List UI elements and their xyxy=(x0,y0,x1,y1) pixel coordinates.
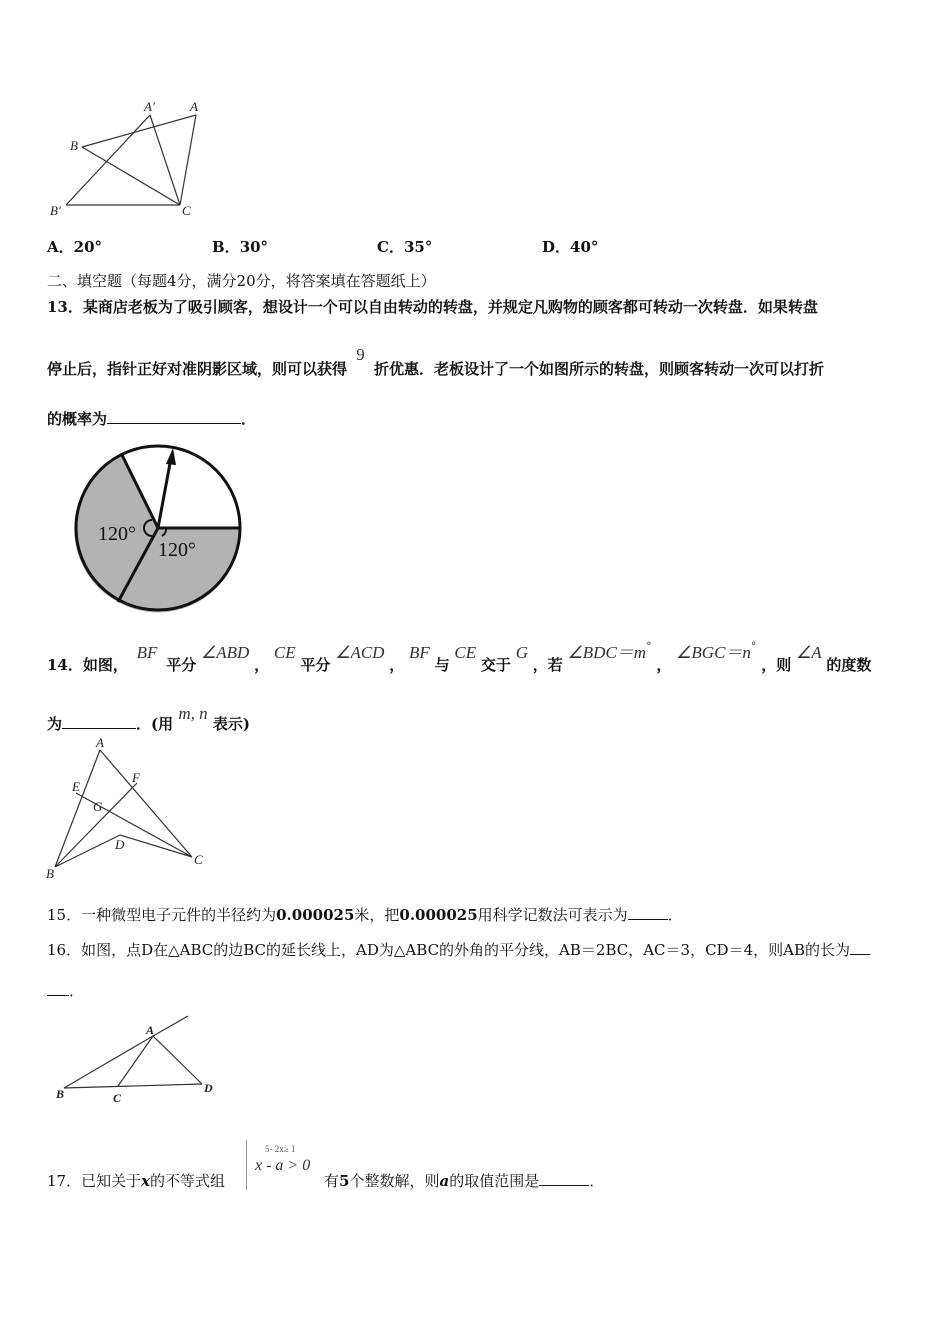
q14-comma2: ， xyxy=(389,656,405,674)
q12-option-d xyxy=(542,236,598,257)
label-b: B xyxy=(46,866,54,881)
option-letter: D． xyxy=(542,238,571,256)
q14-dushu: 的度数 xyxy=(826,656,872,674)
q12-option-b xyxy=(212,236,268,257)
q14-ze: ，则 xyxy=(761,656,792,674)
q17-part5: 的取值范围是 xyxy=(449,1172,540,1190)
q13-line2-part2: 折优惠．老板设计了一个如图所示的转盘，则顾客转动一次可以打折 xyxy=(373,360,824,378)
q14-ce2: CE xyxy=(454,643,477,662)
q14-line2 xyxy=(47,704,250,734)
q16-text: 16．如图，点D在△ABC的边BC的延长线上，AD为△ABC的外角的平分线，AB＝2BC，AC＝3，CD＝4，则AB的长为 xyxy=(47,941,850,959)
answer-blank[interactable] xyxy=(539,1171,589,1186)
q14-yu: 与 xyxy=(434,656,450,674)
q14-angle-bdc: ∠BDC＝m xyxy=(567,643,647,662)
q14-degree1: ° xyxy=(646,640,652,653)
label-b: B xyxy=(70,138,78,153)
q15-number2: 0.000025 xyxy=(399,906,478,924)
q17-x: x xyxy=(141,1172,151,1190)
q15-part3: 用科学记数法可表示为 xyxy=(477,906,628,924)
q17-part3: 有 xyxy=(324,1172,340,1190)
q17-line-cont xyxy=(324,1170,604,1191)
answer-blank[interactable] xyxy=(62,714,136,729)
section-heading: 二、填空题（每题4分，满分20分，将答案填在答题纸上） xyxy=(47,272,436,290)
q15-line xyxy=(47,904,683,925)
q15-period: ． xyxy=(667,906,683,924)
label-d: D xyxy=(115,837,125,852)
q12-triangle-figure xyxy=(40,95,220,225)
q13-line3 xyxy=(47,408,256,429)
label-g: G xyxy=(93,799,103,814)
q14-degree2: ° xyxy=(750,640,757,653)
q17-ineq1: 5- 2x≥ 1 xyxy=(265,1144,296,1154)
label-f: F xyxy=(132,770,140,785)
q12-option-c xyxy=(377,236,432,257)
q16-line1 xyxy=(47,939,870,960)
answer-blank[interactable] xyxy=(850,940,870,955)
answer-blank[interactable] xyxy=(107,409,241,424)
answer-blank-continued[interactable] xyxy=(47,981,69,996)
label-c: C xyxy=(182,203,191,218)
label-a: A xyxy=(96,735,104,750)
q13-period: ． xyxy=(241,410,257,428)
label-d: D xyxy=(204,1081,213,1095)
q12-option-a xyxy=(47,236,102,257)
q14-pingfen1: 平分 xyxy=(166,656,197,674)
q14-line2-wei: 为 xyxy=(47,715,63,733)
q14-angle-bgc: ∠BGC＝n xyxy=(676,643,751,662)
spinner-angle-right: 120° xyxy=(158,539,196,561)
q14-angle-abd: ∠ABD xyxy=(201,643,250,662)
q15-number1: 0.000025 xyxy=(276,906,355,924)
option-letter: A． xyxy=(47,238,74,256)
label-c: C xyxy=(113,1091,122,1105)
q17-ineq2: x - a > 0 xyxy=(255,1157,311,1174)
q14-line2-yong: ．(用 xyxy=(136,715,174,733)
label-b: B xyxy=(56,1087,65,1101)
label-b-prime: B′ xyxy=(50,203,61,218)
spinner-angle-left: 120° xyxy=(98,523,136,545)
q14-comma1: ， xyxy=(254,656,270,674)
q14-line1 xyxy=(47,640,872,675)
q13-line1: 13．某商店老板为了吸引顾客，想设计一个可以自由转动的转盘，并规定凡购物的顾客都可转动一次转盘．如果转盘 xyxy=(47,298,818,316)
q14-mn: m, n xyxy=(178,704,208,723)
q16-triangle-figure xyxy=(50,1012,225,1107)
q13-line2-part1: 停止后，指针正好对准阴影区域，则可以获得 xyxy=(47,360,348,378)
label-a: A xyxy=(190,99,198,114)
q17-five: 5 xyxy=(339,1172,350,1190)
q14-ce1: CE xyxy=(273,643,296,662)
q14-comma3: ， xyxy=(656,656,672,674)
q14-g: G xyxy=(515,643,528,662)
q14-angle-acd: ∠ACD xyxy=(335,643,385,662)
q17-a: a xyxy=(439,1172,450,1190)
q14-ruo: ，若 xyxy=(532,656,563,674)
option-value: 40° xyxy=(570,238,599,256)
q14-pingfen2: 平分 xyxy=(300,656,331,674)
q14-triangle-figure xyxy=(40,735,220,885)
label-c: C xyxy=(194,852,203,867)
q14-angle-a: ∠A xyxy=(796,643,822,662)
q17-part2: 的不等式组 xyxy=(150,1172,226,1190)
q13-line2 xyxy=(47,345,824,379)
option-letter: C． xyxy=(377,238,404,256)
q17-line xyxy=(47,1170,225,1191)
option-value: 20° xyxy=(73,238,103,256)
label-a-prime: A′ xyxy=(144,99,155,114)
q15-part2: 米，把 xyxy=(354,906,400,924)
q14-jiaoyu: 交于 xyxy=(480,656,511,674)
q14-bf1: BF xyxy=(136,643,158,662)
q14-line2-biaoshi: 表示) xyxy=(212,715,250,733)
q13-nine: 9 xyxy=(356,345,365,364)
q14-bf2: BF xyxy=(409,643,430,662)
answer-blank[interactable] xyxy=(628,905,668,920)
q13-line3-text: 的概率为 xyxy=(47,410,108,428)
q17-inequality-system xyxy=(246,1140,323,1190)
option-value: 35° xyxy=(403,238,433,256)
label-e: E xyxy=(72,779,80,794)
q17-part1: 17．已知关于 xyxy=(47,1172,142,1190)
q17-period: ． xyxy=(589,1172,605,1190)
q14-prefix: 14．如图， xyxy=(47,656,128,674)
q17-part4: 个整数解，则 xyxy=(349,1172,440,1190)
option-value: 30° xyxy=(239,238,269,256)
q15-part1: 15．一种微型电子元件的半径约为 xyxy=(47,906,277,924)
label-a: A xyxy=(146,1023,155,1037)
q13-spinner-figure xyxy=(70,440,250,620)
q16-line2 xyxy=(47,980,84,1001)
option-letter: B． xyxy=(212,238,240,256)
q16-period: ． xyxy=(69,982,85,1000)
